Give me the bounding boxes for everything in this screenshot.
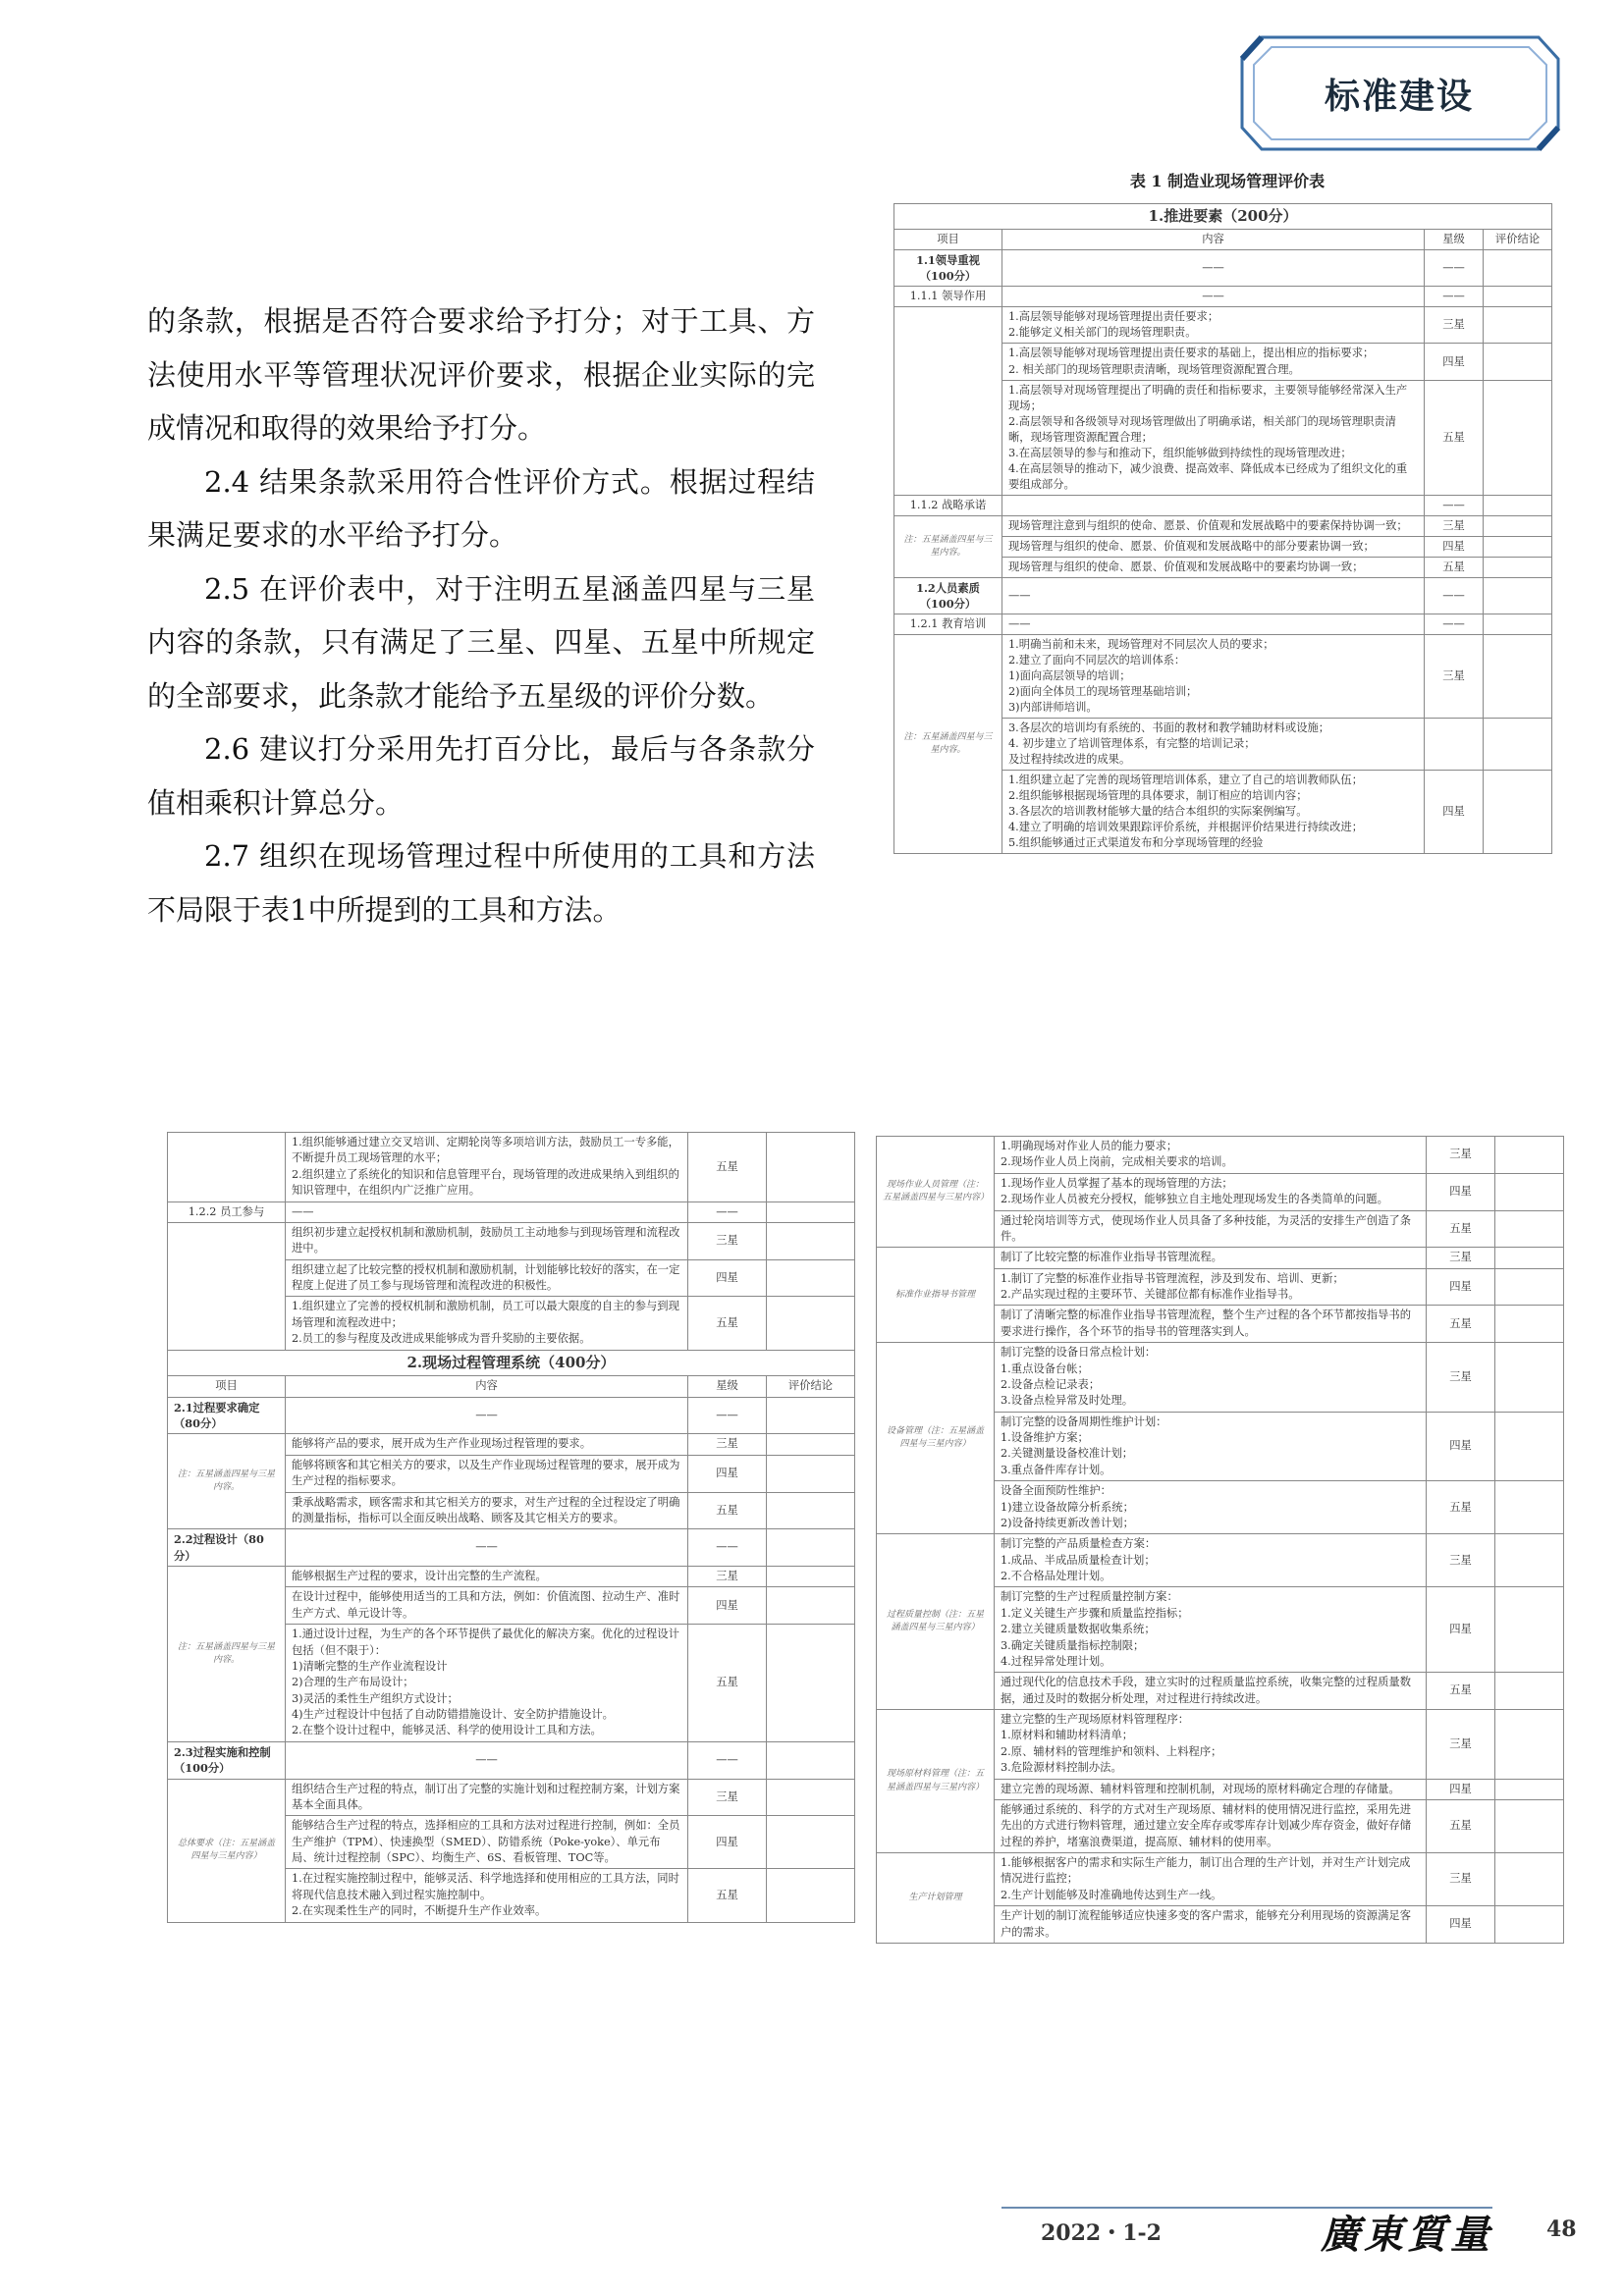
star-cell: 五星: [688, 1869, 767, 1922]
star-cell: ——: [1425, 287, 1484, 307]
content-cell: 生产计划的制订流程能够适应快速多变的客户需求，能够充分利用现场的资源满足客户的需求。: [995, 1906, 1427, 1944]
content-cell: ——: [1002, 614, 1425, 634]
paragraph: 2.4 结果条款采用符合性评价方式。根据过程结果满足要求的水平给予打分。: [147, 464, 815, 553]
star-cell: 三星: [1427, 1710, 1495, 1780]
star-cell: 三星: [1425, 634, 1484, 718]
star-cell: 三星: [688, 1779, 767, 1816]
table-header-row: [168, 1376, 855, 1397]
star-cell: 五星: [1427, 1673, 1495, 1710]
item-cell: 1.1.2 战略承诺: [894, 495, 1002, 515]
content-cell: 能够将顾客和其它相关方的要求，以及生产作业现场过程管理的要求，展开成为生产过程的指标要求。: [286, 1455, 688, 1492]
content-cell: 1.现场作业人员掌握了基本的现场管理的方法； 2.现场作业人员被充分授权，能够独立自主地处理现场发生的各类简单的问题。: [995, 1173, 1427, 1210]
item-cell: 1.1领导重视（100分）: [894, 250, 1002, 287]
conclusion-cell: [1495, 1710, 1564, 1780]
conclusion-cell: [1484, 614, 1552, 634]
conclusion-cell: [1495, 1137, 1564, 1174]
header-star: 星级: [1425, 230, 1484, 250]
conclusion-cell: [767, 1297, 855, 1350]
item-cell: 设备管理（注：五星涵盖四星与三星内容）: [877, 1343, 995, 1534]
conclusion-cell: [1484, 771, 1552, 854]
header-content: 内容: [286, 1376, 688, 1397]
star-cell: 三星: [1427, 1343, 1495, 1413]
conclusion-cell: [767, 1222, 855, 1259]
note-cell: 注：五星涵盖四星与三星内容。: [894, 634, 1002, 853]
table-row: [877, 1853, 1564, 1906]
table-row: [894, 577, 1552, 614]
content-cell: 秉承战略需求，顾客需求和其它相关方的要求，对生产过程的全过程设定了明确的测量指标，指标可以全面反映出战略、顾客及其它相关方的要求。: [286, 1492, 688, 1529]
content-cell: 制订完整的设备周期性维护计划： 1.设备维护方案； 2.关键测量设备校准计划； 3.重点备件库存计划。: [995, 1412, 1427, 1481]
header-item: 项目: [168, 1376, 286, 1397]
magazine-logo: 廣東質量: [1321, 2212, 1493, 2258]
content-cell: 1.明确当前和未来，现场管理对不同层次人员的要求； 2.建立了面向不同层次的培训体系： 1)面向高层领导的培训； 2)面向全体员工的现场管理基础培训； 3)内部讲师培训。: [1002, 634, 1425, 718]
evaluation-table-part-3: [876, 1136, 1564, 1944]
note-cell: 总体要求（注：五星涵盖四星与三星内容）: [168, 1779, 286, 1922]
badge-title: 标准建设: [1324, 76, 1474, 117]
conclusion-cell: [1484, 515, 1552, 536]
star-cell: 四星: [1427, 1779, 1495, 1799]
content-cell: 1.制订了完整的标准作业指导书管理流程，涉及到发布、培训、更新； 2.产品实现过程的主要环节、关键部位都有标准作业指导书。: [995, 1268, 1427, 1306]
content-cell: 制订了清晰完整的标准作业指导书管理流程，整个生产过程的各个环节都按指导书的要求进行操作，各个环节的指导书的管理落实到人。: [995, 1306, 1427, 1343]
star-cell: 三星: [1425, 307, 1484, 344]
conclusion-cell: [767, 1587, 855, 1625]
conclusion-cell: [1495, 1306, 1564, 1343]
table-row: [168, 1397, 855, 1434]
content-cell: 1.高层领导对现场管理提出了明确的责任和指标要求，主要领导能够经常深入生产现场； 2.高层领导和各级领导对现场管理做出了明确承诺，相关部门的现场管理职责清晰，现场管理资源配置合理； 3.在高层领导的参与和推动下，组织能够做到持续性的现场管理改进； 4.在高层领导的推动下，减少浪费、提高效率、降低成本已经成为了组织文化的重要组成部分。: [1002, 380, 1425, 495]
item-cell: 过程质量控制（注：五星涵盖四星与三星内容）: [877, 1534, 995, 1710]
table-row: [894, 634, 1552, 718]
conclusion-cell: [1495, 1779, 1564, 1799]
table-header-row: [894, 230, 1552, 250]
content-cell: 能够结合生产过程的特点，选择相应的工具和方法对过程进行控制，例如：全员生产维护（TPM）、快速换型（SMED）、防错系统（Poke-yoke）、单元布局、统计过程控制（SPC）、均衡生产、6S、看板管理、TOC等。: [286, 1816, 688, 1869]
star-cell: 三星: [1427, 1534, 1495, 1587]
content-cell: 组织结合生产过程的特点，制订出了完整的实施计划和过程控制方案，计划方案基本全面具体。: [286, 1779, 688, 1816]
conclusion-cell: [1495, 1906, 1564, 1944]
content-cell: 1.通过设计过程，为生产的各个环节提供了最优化的解决方案。优化的过程设计包括（但不限于）： 1)清晰完整的生产作业流程设计 2)合理的生产布局设计； 3)灵活的柔性生产组织方式设计； 4)生产过程设计中包括了自动防错措施设计、安全防护措施设计。 2.在整个设计过程中，能够灵活、科学的使用设计工具和方法。: [286, 1625, 688, 1742]
item-cell: 1.2.1 教育培训: [894, 614, 1002, 634]
conclusion-cell: [1495, 1268, 1564, 1306]
table-row: [168, 1133, 855, 1202]
content-cell: 能够根据生产过程的要求，设计出完整的生产流程。: [286, 1567, 688, 1587]
conclusion-cell: [767, 1133, 855, 1202]
content-cell: 1.能够根据客户的需求和实际生产能力，制订出合理的生产计划，并对生产计划完成情况进行监控； 2.生产计划能够及时准确地传达到生产一线。: [995, 1853, 1427, 1906]
content-cell: 组织建立起了比较完整的授权机制和激励机制，计划能够比较好的落实，在一定程度上促进了员工参与现场管理和流程改进的积极性。: [286, 1259, 688, 1297]
header-item: 项目: [894, 230, 1002, 250]
conclusion-cell: [1484, 495, 1552, 515]
conclusion-cell: [767, 1201, 855, 1222]
content-cell: 1.明确现场对作业人员的能力要求； 2.现场作业人员上岗前，完成相关要求的培训。: [995, 1137, 1427, 1174]
star-cell: 三星: [1427, 1248, 1495, 1268]
star-cell: 五星: [1427, 1210, 1495, 1248]
conclusion-cell: [1484, 557, 1552, 577]
content-cell: 组织初步建立起授权机制和激励机制，鼓励员工主动地参与到现场管理和流程改进中。: [286, 1222, 688, 1259]
star-cell: 五星: [1427, 1306, 1495, 1343]
conclusion-cell: [1495, 1673, 1564, 1710]
table-row: [168, 1741, 855, 1779]
content-cell: ——: [286, 1529, 688, 1567]
star-cell: 四星: [688, 1816, 767, 1869]
star-cell: 三星: [688, 1434, 767, 1455]
header-star: 星级: [688, 1376, 767, 1397]
content-cell: 制订完整的生产过程质量控制方案： 1.定义关键生产步骤和质量监控指标； 2.建立关键质量数据收集系统； 3.确定关键质量指标控制限； 4.过程异常处理计划。: [995, 1587, 1427, 1673]
table-caption: 表 1 制造业现场管理评价表: [1129, 172, 1326, 190]
header-conclusion: 评价结论: [1484, 230, 1552, 250]
table-row: [894, 307, 1552, 344]
star-cell: ——: [688, 1529, 767, 1567]
star-cell: 五星: [688, 1133, 767, 1202]
conclusion-cell: [767, 1567, 855, 1587]
header-content: 内容: [1002, 230, 1425, 250]
note-cell: 注：五星涵盖四星与三星内容。: [168, 1567, 286, 1742]
star-cell: 四星: [688, 1587, 767, 1625]
content-cell: ——: [286, 1397, 688, 1434]
content-cell: 建立完善的现场源、辅材料管理和控制机制，对现场的原材料确定合理的存储量。: [995, 1779, 1427, 1799]
content-cell: ——: [1002, 250, 1425, 287]
star-cell: 三星: [1425, 515, 1484, 536]
conclusion-cell: [1495, 1343, 1564, 1413]
table-row: [894, 614, 1552, 634]
content-cell: 通过轮岗培训等方式，使现场作业人员具备了多种技能，为灵活的安排生产创造了条件。: [995, 1210, 1427, 1248]
item-cell: [168, 1133, 286, 1202]
star-cell: 四星: [1427, 1268, 1495, 1306]
star-cell: 四星: [1427, 1906, 1495, 1944]
conclusion-cell: [1484, 536, 1552, 557]
star-cell: 五星: [1427, 1481, 1495, 1534]
star-cell: 四星: [688, 1455, 767, 1492]
table-row: [168, 1779, 855, 1816]
star-cell: 三星: [1427, 1137, 1495, 1174]
item-cell: 现场作业人员管理（注：五星涵盖四星与三星内容）: [877, 1137, 995, 1248]
star-cell: 五星: [688, 1297, 767, 1350]
conclusion-cell: [1484, 380, 1552, 495]
conclusion-cell: [1495, 1534, 1564, 1587]
conclusion-cell: [1495, 1853, 1564, 1906]
star-cell: 三星: [1427, 1853, 1495, 1906]
table-row: [168, 1567, 855, 1587]
conclusion-cell: [1495, 1173, 1564, 1210]
conclusion-cell: [1484, 250, 1552, 287]
content-cell: 3.各层次的培训均有系统的、书面的教材和教学辅助材料或设施； 4. 初步建立了培训管理体系，有完整的培训记录； 及过程持续改进的成果。: [1002, 719, 1425, 771]
table-row: [168, 1222, 855, 1259]
note-cell: 注：五星涵盖四星与三星内容。: [168, 1434, 286, 1529]
star-cell: 三星: [688, 1567, 767, 1587]
item-cell: [894, 307, 1002, 495]
paragraph: 2.7 组织在现场管理过程中所使用的工具和方法不局限于表1中所提到的工具和方法。: [147, 839, 815, 927]
content-cell: ——: [1002, 577, 1425, 614]
table-row: [894, 250, 1552, 287]
star-cell: 五星: [688, 1625, 767, 1742]
star-cell: 五星: [1425, 380, 1484, 495]
conclusion-cell: [767, 1397, 855, 1434]
item-cell: 1.2人员素质（100分）: [894, 577, 1002, 614]
star-cell: 四星: [1425, 344, 1484, 380]
star-cell: ——: [1425, 614, 1484, 634]
item-cell: 2.3过程实施和控制（100分）: [168, 1741, 286, 1779]
content-cell: 1.组织建立起了完善的现场管理培训体系，建立了自己的培训教师队伍； 2.组织能够根据现场管理的具体要求，制订相应的培训内容； 3.各层次的培训教材能够大量的结合本组织的实际案例编写。 4.建立了明确的培训效果跟踪评价系统，并根据评价结果进行持续改进； 5.组织能够通过正式渠道发布和分享现场管理的经验: [1002, 771, 1425, 854]
star-cell: 三星: [688, 1222, 767, 1259]
content-cell: ——: [286, 1201, 688, 1222]
table-row: [894, 515, 1552, 536]
content-cell: 现场管理注意到与组织的使命、愿景、价值观和发展战略中的要素保持协调一致；: [1002, 515, 1425, 536]
conclusion-cell: [767, 1455, 855, 1492]
table-row: [894, 287, 1552, 307]
star-cell: ——: [1425, 577, 1484, 614]
content-cell: 制订了比较完整的标准作业指导书管理流程。: [995, 1248, 1427, 1268]
item-cell: 1.1.1 领导作用: [894, 287, 1002, 307]
content-cell: 设备全面预防性维护： 1)建立设备故障分析系统； 2)设备持续更新改善计划；: [995, 1481, 1427, 1534]
star-cell: 四星: [1427, 1412, 1495, 1481]
issue-date: 2022・1-2: [1041, 2220, 1162, 2246]
evaluation-table-part-1: [893, 203, 1552, 854]
content-cell: 制订完整的产品质量检查方案： 1.成品、半成品质量检查计划； 2.不合格品处理计划。: [995, 1534, 1427, 1587]
page-number: 48: [1546, 2216, 1577, 2242]
content-cell: ——: [286, 1741, 688, 1779]
conclusion-cell: [1495, 1210, 1564, 1248]
conclusion-cell: [1484, 634, 1552, 718]
conclusion-cell: [767, 1259, 855, 1297]
content-cell: 能够通过系统的、科学的方式对生产现场原、辅材料的使用情况进行监控，采用先进先出的方式进行物料管理，通过建立安全库存或零库存计划减少库存资金，做好存储过程的养护，堵塞浪费渠道，提高原、辅材料的使用率。: [995, 1799, 1427, 1852]
table-row: [894, 204, 1552, 230]
section-badge: [1232, 29, 1566, 157]
conclusion-cell: [1484, 577, 1552, 614]
content-cell: 1.组织能够通过建立交叉培训、定期轮岗等多项培训方法，鼓励员工一专多能，不断提升员工现场管理的水平； 2.组织建立了系统化的知识和信息管理平台，现场管理的改进成果纳入到组织的知识管理中，在组织内广泛推广应用。: [286, 1133, 688, 1202]
body-text: [147, 294, 815, 936]
content-cell: 1.高层领导能够对现场管理提出责任要求的基础上，提出相应的指标要求； 2. 相关部门的现场管理职责清晰，现场管理资源配置合理。: [1002, 344, 1425, 380]
conclusion-cell: [767, 1816, 855, 1869]
star-cell: 五星: [688, 1492, 767, 1529]
conclusion-cell: [767, 1434, 855, 1455]
star-cell: ——: [1425, 495, 1484, 515]
star-cell: 四星: [1427, 1173, 1495, 1210]
star-cell: 四星: [1425, 771, 1484, 854]
conclusion-cell: [1495, 1412, 1564, 1481]
content-cell: 现场管理与组织的使命、愿景、价值观和发展战略中的部分要素协调一致；: [1002, 536, 1425, 557]
content-cell: 现场管理与组织的使命、愿景、价值观和发展战略中的要素均协调一致；: [1002, 557, 1425, 577]
item-cell: 标准作业指导书管理: [877, 1248, 995, 1343]
table-row: [877, 1248, 1564, 1268]
header-conclusion: 评价结论: [767, 1376, 855, 1397]
conclusion-cell: [1484, 307, 1552, 344]
conclusion-cell: [1495, 1248, 1564, 1268]
star-cell: 四星: [688, 1259, 767, 1297]
star-cell: [1425, 719, 1484, 771]
star-cell: ——: [688, 1397, 767, 1434]
star-cell: 五星: [1425, 557, 1484, 577]
content-cell: 制订完整的设备日常点检计划： 1.重点设备台帐； 2.设备点检记录表； 3.设备点检异常及时处理。: [995, 1343, 1427, 1413]
paragraph: 2.5 在评价表中，对于注明五星涵盖四星与三星内容的条款，只有满足了三星、四星、五星中所规定的全部要求，此条款才能给予五星级的评价分数。: [147, 571, 815, 713]
evaluation-table-part-2: [167, 1132, 855, 1923]
content-cell: 通过现代化的信息技术手段，建立实时的过程质量监控系统，收集完整的过程质量数据，通过及时的数据分析处理，对过程进行持续改进。: [995, 1673, 1427, 1710]
star-cell: ——: [688, 1741, 767, 1779]
table-row: [168, 1350, 855, 1376]
item-cell: [168, 1222, 286, 1350]
paragraph: 2.6 建议打分采用先打百分比，最后与各条款分值相乘积计算总分。: [147, 732, 815, 820]
item-cell: 2.2过程设计（80分）: [168, 1529, 286, 1567]
table-row: [877, 1343, 1564, 1413]
note-cell: 注：五星涵盖四星与三星内容。: [894, 515, 1002, 577]
conclusion-cell: [1484, 344, 1552, 380]
star-cell: 四星: [1427, 1587, 1495, 1673]
table-row: [168, 1201, 855, 1222]
star-cell: 四星: [1425, 536, 1484, 557]
conclusion-cell: [767, 1869, 855, 1922]
item-cell: 现场原材料管理（注：五星涵盖四星与三星内容）: [877, 1710, 995, 1853]
star-cell: ——: [1425, 250, 1484, 287]
conclusion-cell: [1495, 1799, 1564, 1852]
table-row: [168, 1529, 855, 1567]
conclusion-cell: [767, 1741, 855, 1779]
content-cell: 1.高层领导能够对现场管理提出责任要求； 2.能够定义相关部门的现场管理职责。: [1002, 307, 1425, 344]
star-cell: ——: [688, 1201, 767, 1222]
conclusion-cell: [767, 1529, 855, 1567]
content-cell: 能够将产品的要求，展开成为生产作业现场过程管理的要求。: [286, 1434, 688, 1455]
content-cell: [1002, 495, 1425, 515]
content-cell: 建立完整的生产现场原材料管理程序： 1.原材料和辅助材料清单； 2.原、辅材料的管理维护和领料、上料程序； 3.危险源材料控制办法。: [995, 1710, 1427, 1780]
item-cell: 生产计划管理: [877, 1853, 995, 1944]
conclusion-cell: [1484, 719, 1552, 771]
section-heading: 1.推进要素（200分）: [894, 204, 1552, 230]
content-cell: 在设计过程中，能够使用适当的工具和方法，例如：价值流图、拉动生产、准时生产方式、单元设计等。: [286, 1587, 688, 1625]
conclusion-cell: [767, 1779, 855, 1816]
content-cell: 1.在过程实施控制过程中，能够灵活、科学地选择和使用相应的工具方法，同时将现代信息技术融入到过程实施控制中。 2.在实现柔性生产的同时，不断提升生产作业效率。: [286, 1869, 688, 1922]
table-row: [877, 1137, 1564, 1174]
item-cell: 1.2.2 员工参与: [168, 1201, 286, 1222]
section-heading: 2.现场过程管理系统（400分）: [168, 1350, 855, 1376]
conclusion-cell: [1495, 1481, 1564, 1534]
content-cell: 1.组织建立了完善的授权机制和激励机制，员工可以最大限度的自主的参与到现场管理和流程改进中； 2.员工的参与程度及改进成果能够成为晋升奖励的主要依据。: [286, 1297, 688, 1350]
table-row: [877, 1534, 1564, 1587]
conclusion-cell: [767, 1625, 855, 1742]
paragraph: 的条款，根据是否符合要求给予打分；对于工具、方法使用水平等管理状况评价要求，根据企业实际的完成情况和取得的效果给予打分。: [147, 304, 815, 446]
conclusion-cell: [767, 1492, 855, 1529]
item-cell: 2.1过程要求确定（80分）: [168, 1397, 286, 1434]
star-cell: 五星: [1427, 1799, 1495, 1852]
table-row: [168, 1434, 855, 1455]
conclusion-cell: [1495, 1587, 1564, 1673]
table-row: [894, 495, 1552, 515]
table-row: [877, 1710, 1564, 1780]
conclusion-cell: [1484, 287, 1552, 307]
content-cell: ——: [1002, 287, 1425, 307]
